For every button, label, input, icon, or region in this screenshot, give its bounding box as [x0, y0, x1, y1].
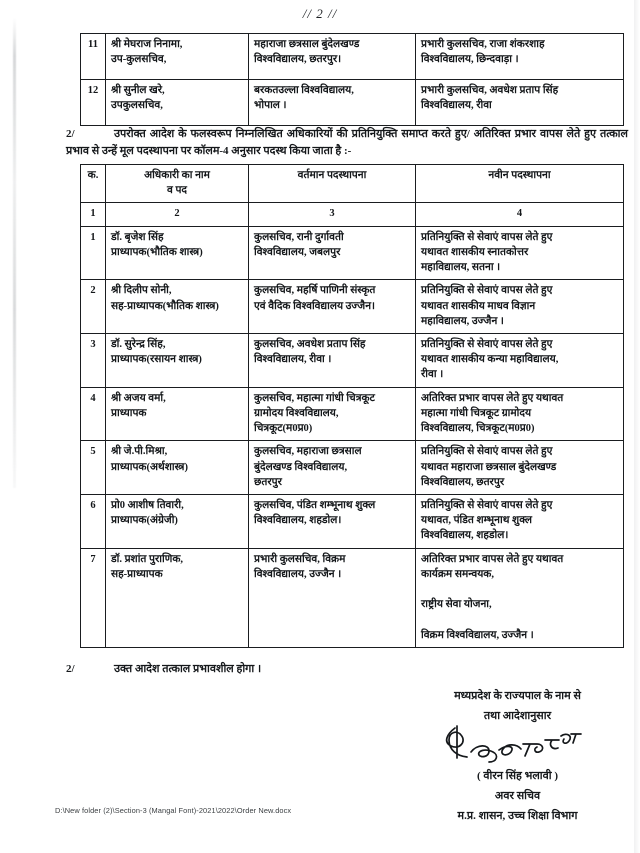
column-number-row — [81, 203, 624, 226]
row-new-posting: अतिरिक्त प्रभार वापस लेते हुए यथावत कार्यक्रम समन्वयक, राष्ट्रीय सेवा योजना, विक्रम विश्वविद्यालय, उज्जैन । — [416, 548, 624, 647]
continuation-table — [80, 33, 624, 126]
table-row — [81, 333, 624, 387]
page-number-mark: // 2 // — [302, 6, 338, 21]
paragraph-marker: 2/ — [66, 663, 75, 675]
paragraph-text: उपरोक्त आदेश के फलस्वरूप निम्नलिखित अधिकारियों की प्रतिनियुक्ति समाप्त करते हुए/ अतिरिक्त प्रभार वापस लेते हुए तत्काल प्रभाव से उन्हें मूल पदस्थापना पर कॉलम-4 अनुसार पदस्थ किया जाता है :- — [66, 128, 628, 158]
row-officer: डॉ. सुरेन्द्र सिंह, प्राध्यापक(रसायन शास्त्र) — [106, 333, 249, 387]
signature-block — [395, 686, 640, 827]
handwritten-signature — [395, 728, 640, 768]
table-row — [81, 387, 624, 441]
row-new-posting: अतिरिक्त प्रभार वापस लेते हुए यथावत महात्मा गांधी चित्रकूट ग्रामोदय विश्वविद्यालय, चित्रकूट(म0प्र0) — [416, 387, 624, 441]
row-officer: डॉ. बृजेश सिंह प्राध्यापक(भौतिक शास्त्र) — [106, 226, 249, 280]
row-officer: श्री दिलीप सोनी, सह-प्राध्यापक(भौतिक शास्त्र) — [106, 280, 249, 334]
table-row — [81, 80, 624, 126]
row-current-posting: कुलसचिव, महाराजा छत्रसाल बुंदेलखण्ड विश्वविद्यालय, छतरपुर — [249, 441, 416, 495]
row-serial: 12 — [81, 80, 106, 126]
row-new-posting: प्रतिनियुक्ति से सेवाएं वापस लेते हुए यथावत शासकीय स्नातकोत्तर महाविद्यालय, सतना । — [416, 226, 624, 280]
postings-table-body — [81, 226, 624, 647]
table-row — [81, 34, 624, 80]
row-serial: 1 — [81, 226, 106, 280]
table-row — [81, 494, 624, 548]
row-new-posting: प्रभारी कुलसचिव, राजा शंकरशाह विश्वविद्यालय, छिन्दवाड़ा । — [416, 34, 624, 80]
column-number-3: 3 — [249, 203, 416, 226]
row-serial: 2 — [81, 280, 106, 334]
postings-table-head — [81, 165, 624, 227]
column-number-1: 1 — [81, 203, 106, 226]
row-serial: 6 — [81, 494, 106, 548]
paragraph-marker: 2/ — [66, 128, 75, 140]
row-new-posting: प्रतिनियुक्ति से सेवाएं वापस लेते हुए यथावत शासकीय कन्या महाविद्यालय, रीवा । — [416, 333, 624, 387]
signature-authority-line: मध्यप्रदेश के राज्यपाल के नाम से — [454, 690, 581, 702]
signatory-name: ( वीरन सिंह भलावी ) — [476, 769, 559, 782]
row-officer: श्री अजय वर्मा, प्राध्यापक — [106, 387, 249, 441]
row-officer: श्री जे.पी.मिश्रा, प्राध्यापक(अर्थशास्त्र) — [106, 441, 249, 495]
signatory-department: म.प्र. शासन, उच्च शिक्षा विभाग — [457, 810, 578, 823]
scan-artifact-stripe — [13, 18, 16, 488]
continuation-table-body — [81, 34, 624, 126]
row-serial: 3 — [81, 333, 106, 387]
signatory-designation: अवर सचिव — [494, 790, 541, 803]
row-current-posting: बरकतउल्ला विश्वविद्यालय, भोपाल । — [249, 80, 416, 126]
paragraph-deputation — [66, 126, 628, 160]
row-new-posting: प्रतिनियुक्ति से सेवाएं वापस लेते हुए यथावत महाराजा छत्रसाल बुंदेलखण्ड विश्वविद्यालय, छतरपुर — [416, 441, 624, 495]
table-row — [81, 441, 624, 495]
table-header-row — [81, 165, 624, 203]
row-current-posting: कुलसचिव, अवधेश प्रताप सिंह विश्वविद्यालय, रीवा । — [249, 333, 416, 387]
row-serial: 7 — [81, 548, 106, 647]
row-new-posting: प्रभारी कुलसचिव, अवधेश प्रताप सिंह विश्वविद्यालय, रीवा — [416, 80, 624, 126]
column-number-4: 4 — [416, 203, 624, 226]
document-file-path: D:\New folder (2)\Section-3 (Mangal Font)-2021\2022\Order New.docx — [55, 806, 292, 815]
column-header-officer: अधिकारी का नाम व पद — [106, 165, 249, 203]
column-header-serial: क. — [81, 165, 106, 203]
row-new-posting: प्रतिनियुक्ति से सेवाएं वापस लेते हुए यथावत, पंडित शम्भूनाथ शुक्ल विश्वविद्यालय, शहडोल। — [416, 494, 624, 548]
row-serial: 4 — [81, 387, 106, 441]
row-current-posting: कुलसचिव, रानी दुर्गावती विश्वविद्यालय, जबलपुर — [249, 226, 416, 280]
row-serial: 11 — [81, 34, 106, 80]
paragraph-text: उक्त आदेश तत्काल प्रभावशील होगा । — [114, 663, 262, 675]
row-officer: डॉ. प्रशांत पुराणिक, सह-प्राध्यापक — [106, 548, 249, 647]
row-serial: 5 — [81, 441, 106, 495]
signature-order-line: तथा आदेशानुसार — [483, 710, 552, 723]
row-current-posting: कुलसचिव, महात्मा गांधी चित्रकूट ग्रामोदय विश्वविद्यालय, चित्रकूट(म0प्र0) — [249, 387, 416, 441]
paragraph-effective — [66, 661, 466, 678]
postings-table — [80, 164, 624, 648]
row-current-posting: कुलसचिव, महर्षि पाणिनी संस्कृत एवं वैदिक विश्वविद्यालय उज्जैन। — [249, 280, 416, 334]
row-officer: श्री सुनील खरे, उपकुलसचिव, — [106, 80, 249, 126]
row-officer: प्रो0 आशीष तिवारी, प्राध्यापक(अंग्रेजी) — [106, 494, 249, 548]
column-header-current-posting: वर्तमान पदस्थापना — [249, 165, 416, 203]
row-new-posting: प्रतिनियुक्ति से सेवाएं वापस लेते हुए यथावत शासकीय माधव विज्ञान महाविद्यालय, उज्जैन । — [416, 280, 624, 334]
column-header-new-posting: नवीन पदस्थापना — [416, 165, 624, 203]
column-number-2: 2 — [106, 203, 249, 226]
table-row — [81, 226, 624, 280]
table-row — [81, 280, 624, 334]
table-row — [81, 548, 624, 647]
row-current-posting: महाराजा छत्रसाल बुंदेलखण्ड विश्वविद्यालय, छतरपुर। — [249, 34, 416, 80]
row-current-posting: प्रभारी कुलसचिव, विक्रम विश्वविद्यालय, उज्जैन । — [249, 548, 416, 647]
row-officer: श्री मेघराज निनामा, उप-कुलसचिव, — [106, 34, 249, 80]
row-current-posting: कुलसचिव, पंडित शम्भूनाथ शुक्ल विश्वविद्यालय, शहडोल। — [249, 494, 416, 548]
